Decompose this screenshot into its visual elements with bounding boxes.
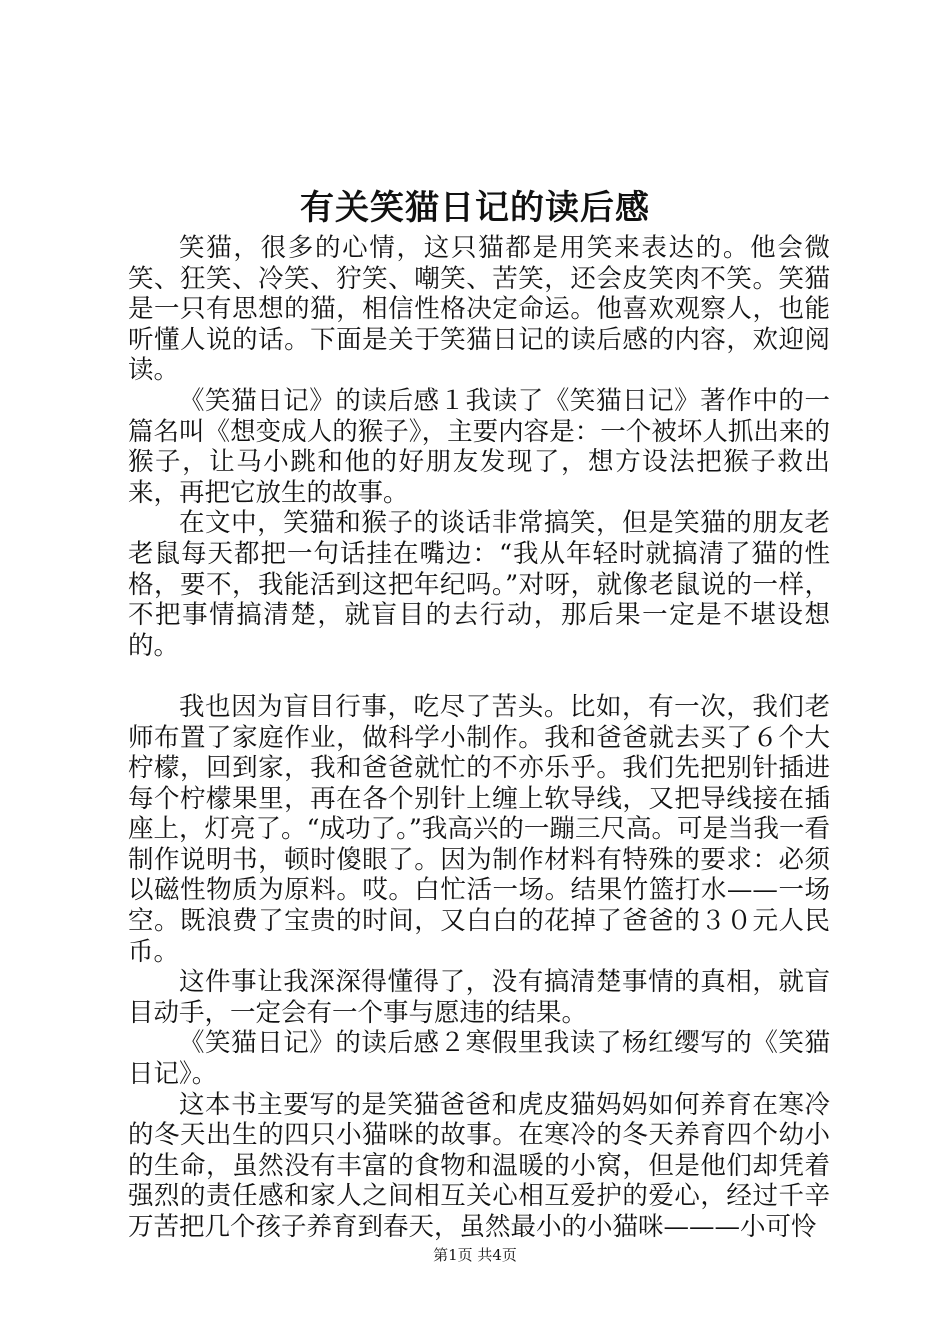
paragraph-gap — [128, 661, 830, 692]
document-title: 有关笑猫日记的读后感 — [300, 188, 650, 228]
paragraph-lesson: 这件事让我深深得懂得了，没有搞清楚事情的真相，就盲目动手，一定会有一个事与愿违的结果。 — [128, 967, 830, 1028]
paragraph-intro: 笑猫，很多的心情，这只猫都是用笑来表达的。他会微笑、狂笑、冷笑、狞笑、嘲笑、苦笑，还会皮笑肉不笑。笑猫是一只有思想的猫，相信性格决定命运。他喜欢观察人，也能听懂人说的话。下面是关于笑猫日记的读后感的内容，欢迎阅读。 — [128, 233, 830, 386]
paragraph-review-1: 《笑猫日记》的读后感１我读了《笑猫日记》著作中的一篇名叫《想变成人的猴子》，主要内容是：一个被坏人抓出来的猴子，让马小跳和他的好朋友发现了，想方设法把猴子救出来，再把它放生的故事。 — [128, 385, 830, 508]
paragraph-review-2: 《笑猫日记》的读后感２寒假里我读了杨红缨写的《笑猫日记》。 — [128, 1028, 830, 1090]
paragraph-mouse-quote: 在文中，笑猫和猴子的谈话非常搞笑，但是笑猫的朋友老老鼠每天都把一句话挂在嘴边：“我从年轻时就搞清了猫的性格，要不，我能活到这把年纪吗。”对呀，就像老鼠说的一样，不把事情搞清楚，就盲目的去行动，那后果一定是不堪设想的。 — [128, 508, 830, 661]
document-body — [128, 233, 830, 1243]
paragraph-lemon-story: 我也因为盲目行事，吃尽了苦头。比如，有一次，我们老师布置了家庭作业，做科学小制作。我和爸爸就去买了６个大柠檬，回到家，我和爸爸就忙的不亦乐乎。我们先把别针插进每个柠檬果里，再在各个别针上缠上软导线，又把导线接在插座上，灯亮了。“成功了。”我高兴的一蹦三尺高。可是当我一看制作说明书，顿时傻眼了。因为制作材料有特殊的要求：必须以磁性物质为原料。哎。白忙活一场。结果竹篮打水——一场空。既浪费了宝贵的时间，又白白的花掉了爸爸的３０元人民币。 — [128, 691, 830, 967]
page-number-footer: 第1页 共4页 — [433, 1246, 517, 1264]
paragraph-book-summary: 这本书主要写的是笑猫爸爸和虎皮猫妈妈如何养育在寒冷的冬天出生的四只小猫咪的故事。在寒冷的冬天养育四个幼小的生命，虽然没有丰富的食物和温暖的小窝，但是他们却凭着强烈的责任感和家人之间相互关心相互爱护的爱心，经过千辛万苦把几个孩子养育到春天，虽然最小的小猫咪———小可怜 — [128, 1089, 830, 1242]
